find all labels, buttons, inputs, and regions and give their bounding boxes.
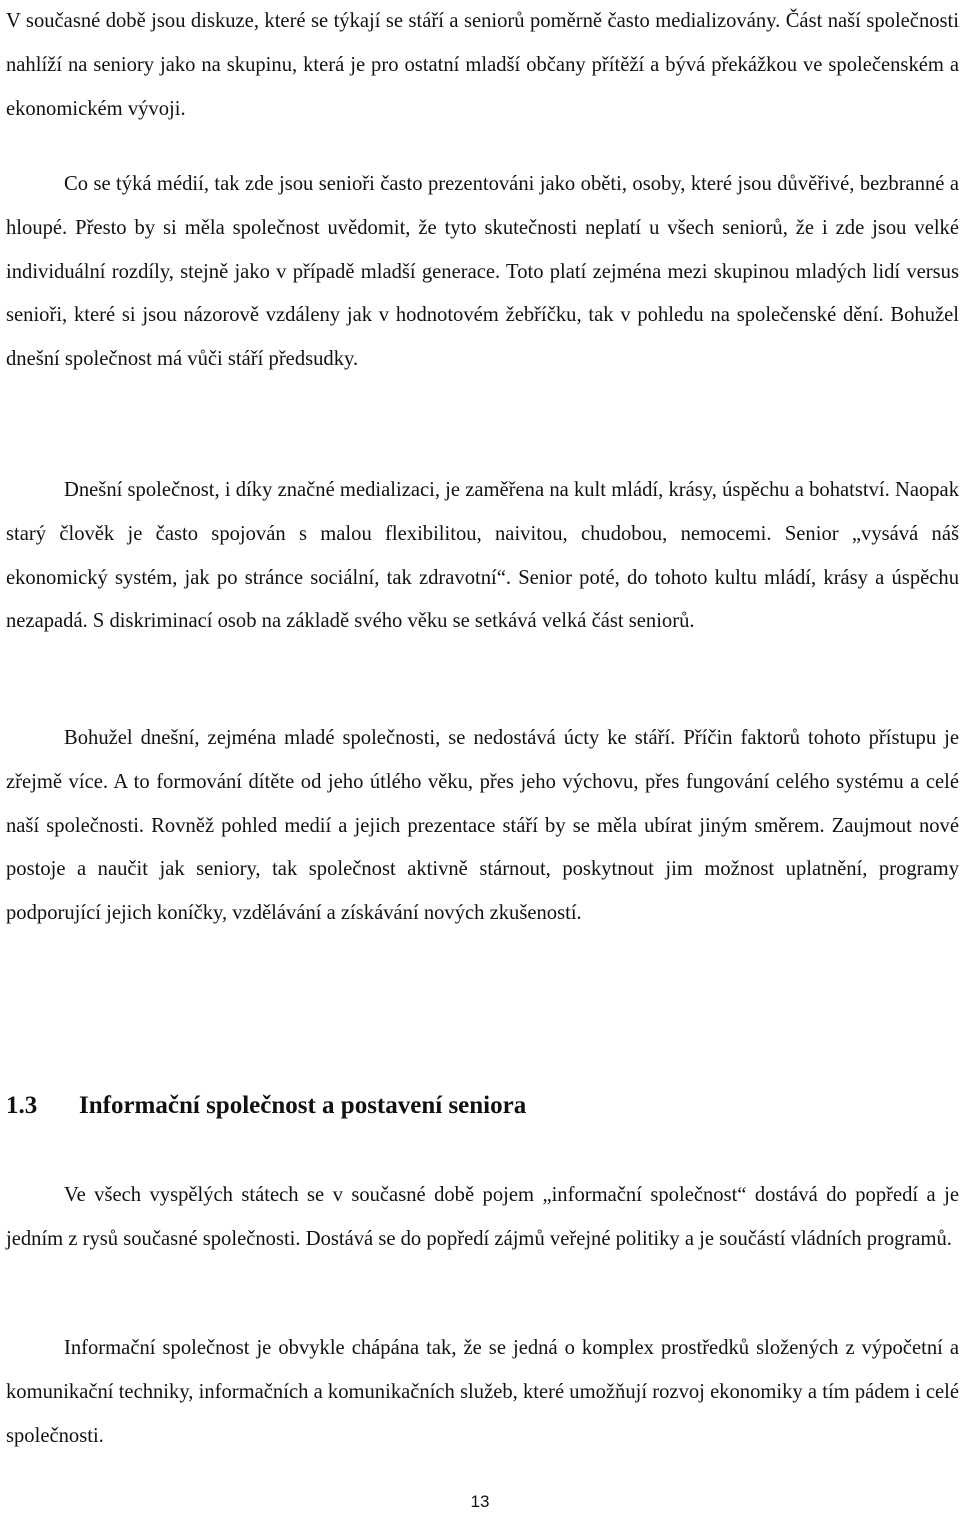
section-heading bbox=[6, 1088, 526, 1124]
page-number: 13 bbox=[470, 1492, 490, 1511]
paragraph-respect: Bohužel dnešní, zejména mladé společnosti, se nedostává úcty ke stáří. Příčin faktorů tohoto přístupu je zřejmě více. A to formování dítěte od jeho útlého věku, přes jeho výchovu, přes fungování celého systému a celé naší společnosti. Rovněž pohled medií a jejich prezentace stáří by se měla ubírat jiným směrem. Zaujmout nové postoje a naučit jak seniory, tak společnost aktivně stárnout, poskytnout jim možnost uplatnění, programy podporující jejich koníčky, vzdělávání a získávání nových zkušeností. bbox=[6, 727, 959, 925]
paragraph-information-society: Ve všech vyspělých státech se v současné době pojem „informační společnost“ dostává do popředí a je jedním z rysů současné společnosti. Dostává se do popředí zájmů veřejné politiky a je součástí vládních programů. bbox=[6, 1184, 959, 1250]
section-number: 1.3 bbox=[6, 1092, 38, 1119]
section-title: Informační společnost a postavení seniora bbox=[79, 1092, 527, 1119]
paragraph-media: Co se týká médií, tak zde jsou senioři často prezentováni jako oběti, osoby, které jsou důvěřivé, bezbranné a hloupé. Přesto by si měla společnost uvědomit, že tyto skutečnosti neplatí u všech seniorů, že i zde jsou velké individuální rozdíly, stejně jako v případě mladší generace. Toto platí zejména mezi skupinou mladých lidí versus senioři, které si jsou názorově vzdáleny jak v hodnotovém žebříčku, tak v pohledu na společenské dění. Bohužel dnešní společnost má vůči stáří předsudky. bbox=[6, 173, 959, 371]
paragraph-definition: Informační společnost je obvykle chápána tak, že se jedná o komplex prostředků složených z výpočetní a komunikační techniky, informačních a komunikačních služeb, které umožňují rozvoj ekonomiky a tím pádem i celé společnosti. bbox=[6, 1337, 959, 1447]
paragraph-intro: V současné době jsou diskuze, které se týkají se stáří a seniorů poměrně často medializovány. Část naší společnosti nahlíží na seniory jako na skupinu, která je pro ostatní mladší občany přítěží a bývá překážkou ve společenském a ekonomickém vývoji. bbox=[6, 10, 959, 120]
paragraph-youth-cult: Dnešní společnost, i díky značné medializaci, je zaměřena na kult mládí, krásy, úspěchu a bohatství. Naopak starý člověk je často spojován s malou flexibilitou, naivitou, chudobou, nemocemi. Senior „vysává náš ekonomický systém, jak po stránce sociální, tak zdravotní“. Senior poté, do tohoto kultu mládí, krásy a úspěchu nezapadá. S diskriminací osob na základě svého věku se setkává velká část seniorů. bbox=[6, 479, 959, 633]
